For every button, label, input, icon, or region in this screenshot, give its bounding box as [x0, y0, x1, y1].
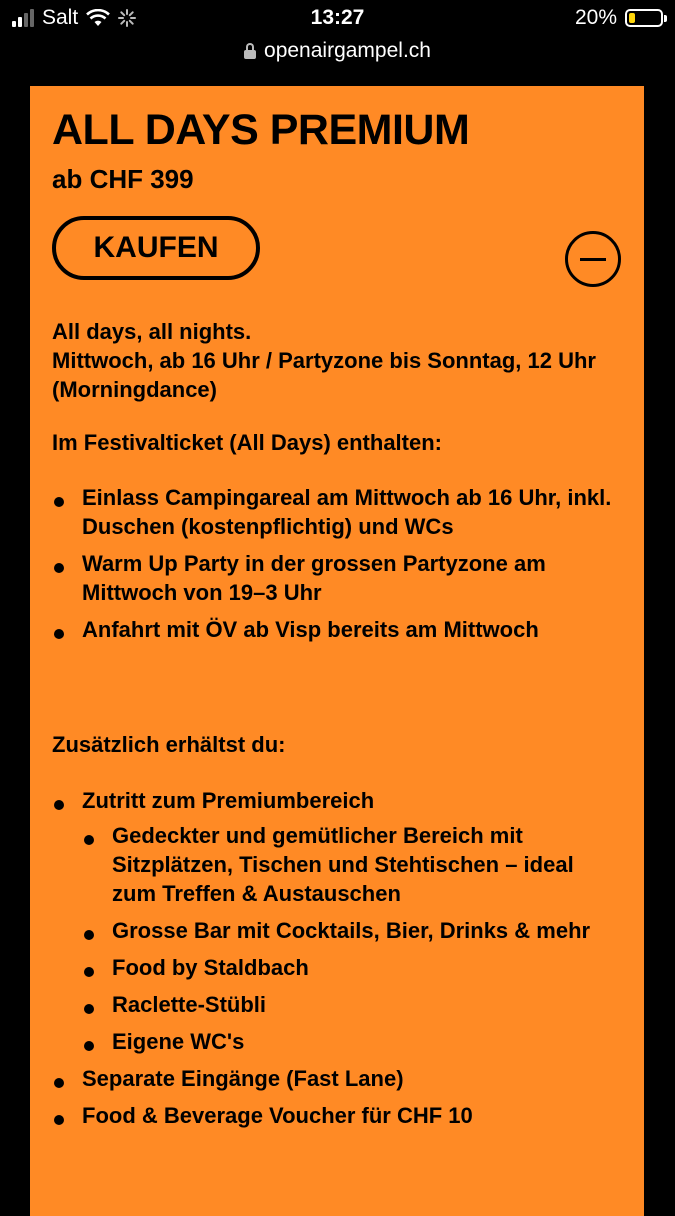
list-item: Warm Up Party in der grossen Partyzone am Mittwoch von 19–3 Uhr	[52, 549, 622, 607]
buy-button[interactable]: KAUFEN	[52, 216, 260, 280]
sub-list-item: Food by Staldbach	[82, 953, 622, 982]
list-item: Einlass Campingareal am Mittwoch ab 16 Uhr, inkl. Duschen (kostenpflichtig) und WCs	[52, 483, 622, 541]
collapse-minus-icon[interactable]	[565, 231, 621, 287]
battery-fill	[629, 13, 635, 23]
list-item	[52, 786, 622, 1056]
premium-sub-list	[82, 821, 622, 1056]
included-list	[52, 483, 622, 652]
list-item-label: Zutritt zum Premiumbereich	[82, 788, 375, 813]
list-item: Food & Beverage Voucher für CHF 10	[52, 1101, 622, 1130]
ticket-card	[30, 86, 644, 1216]
ticket-intro	[52, 317, 622, 404]
list-item: Anfahrt mit ÖV ab Visp bereits am Mittwoch	[52, 615, 622, 644]
url-domain: openairgampel.ch	[264, 39, 431, 62]
clock: 13:27	[310, 6, 365, 29]
battery-percent: 20%	[574, 6, 617, 29]
sub-list-item: Gedeckter und gemütlicher Bereich mit Sitzplätzen, Tischen und Stehtischen – ideal zum Treffen & Austauschen	[82, 821, 622, 908]
included-heading: Im Festivalticket (All Days) enthalten:	[52, 430, 442, 455]
extra-heading: Zusätzlich erhältst du:	[52, 732, 286, 757]
extra-list	[52, 786, 622, 1138]
ticket-title: ALL DAYS PREMIUM	[52, 106, 470, 154]
sub-list-item: Raclette-Stübli	[82, 990, 622, 1019]
sub-list-item: Grosse Bar mit Cocktails, Bier, Drinks & mehr	[82, 916, 622, 945]
carrier-label: Salt	[42, 6, 79, 29]
battery-icon	[625, 9, 663, 27]
lock-icon	[244, 50, 256, 59]
intro-line: Mittwoch, ab 16 Uhr / Partyzone bis Sonntag, 12 Uhr (Morningdance)	[52, 348, 596, 402]
status-right	[575, 6, 663, 30]
status-bar	[0, 0, 675, 40]
ticket-price: ab CHF 399	[52, 164, 194, 194]
sub-list-item: Eigene WC's	[82, 1027, 622, 1056]
intro-line: All days, all nights.	[52, 319, 252, 344]
url-bar[interactable]	[0, 36, 675, 66]
list-item: Separate Eingänge (Fast Lane)	[52, 1064, 622, 1093]
